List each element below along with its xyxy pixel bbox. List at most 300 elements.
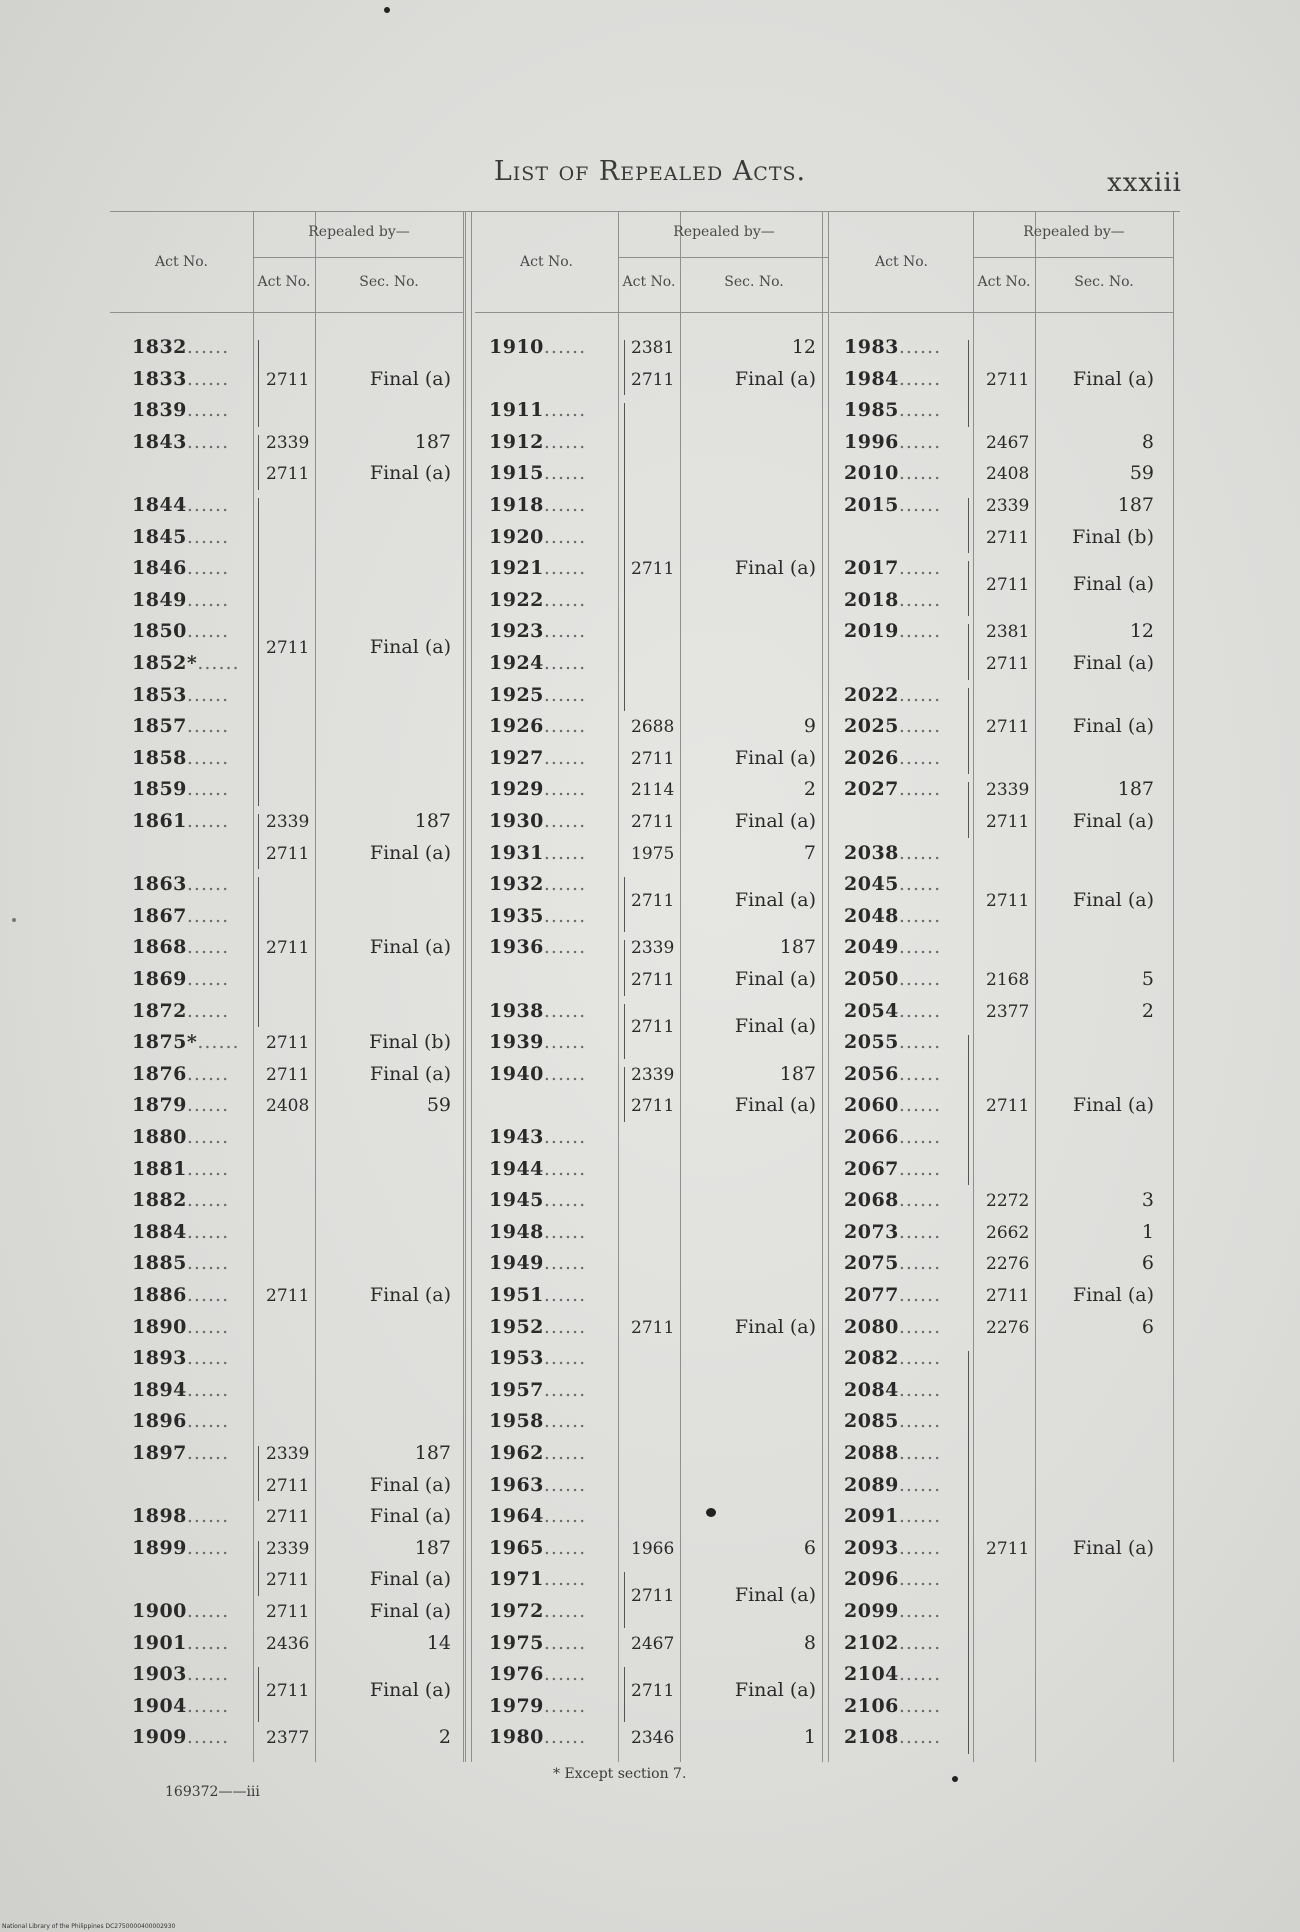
leader-dots: ...... bbox=[186, 810, 230, 832]
section-no: 8 bbox=[1141, 430, 1154, 453]
act-number-value: 2099 bbox=[844, 1600, 899, 1622]
repealing-act-no: 2339 bbox=[986, 780, 1030, 801]
leader-dots: ...... bbox=[898, 968, 942, 990]
leader-dots: ...... bbox=[186, 399, 230, 422]
act-number bbox=[844, 1158, 941, 1180]
ink-spot bbox=[12, 918, 16, 922]
section-no: Final (a) bbox=[1072, 367, 1154, 390]
act-number-value: 1882 bbox=[132, 1189, 187, 1212]
act-number-value: 1962 bbox=[489, 1442, 544, 1464]
act-number-value: 1940 bbox=[489, 1062, 544, 1085]
table-block-1 bbox=[110, 212, 465, 1762]
section-no: Final (a) bbox=[369, 1505, 451, 1528]
act-number-value: 2026 bbox=[844, 746, 899, 769]
act-number-value: 1985 bbox=[844, 399, 899, 422]
grouping-brace bbox=[258, 814, 259, 869]
leader-dots: ...... bbox=[543, 1568, 587, 1591]
act-number bbox=[132, 905, 229, 927]
repealing-act-no: 2711 bbox=[631, 812, 675, 832]
leader-dots: ...... bbox=[197, 652, 240, 674]
leader-dots: ...... bbox=[898, 1505, 942, 1528]
grouping-brace bbox=[968, 561, 969, 616]
act-number-value: 2010 bbox=[844, 462, 899, 485]
leader-dots: ...... bbox=[186, 494, 230, 516]
act-number bbox=[844, 905, 941, 927]
act-number-value: 1963 bbox=[489, 1473, 544, 1496]
act-number bbox=[132, 1347, 229, 1369]
act-number-value: 1879 bbox=[132, 1094, 187, 1117]
act-number-value: 2017 bbox=[844, 557, 899, 580]
act-number bbox=[132, 1410, 229, 1432]
act-number-value: 1930 bbox=[489, 810, 544, 832]
repealing-act-no: 2711 bbox=[631, 1017, 675, 1038]
act-number-value: 1876 bbox=[132, 1062, 187, 1085]
leader-dots: ...... bbox=[186, 936, 230, 959]
repealing-act-no: 2711 bbox=[986, 891, 1030, 911]
act-number bbox=[844, 1695, 941, 1717]
act-number bbox=[844, 873, 941, 895]
leader-dots: ...... bbox=[543, 873, 587, 896]
repealing-act-no: 2339 bbox=[266, 812, 310, 832]
leader-dots: ...... bbox=[543, 652, 587, 674]
section-no: Final (a) bbox=[734, 1015, 816, 1038]
leader-dots: ...... bbox=[543, 1410, 587, 1433]
leader-dots: ...... bbox=[898, 1536, 942, 1559]
section-no: Final (a) bbox=[369, 1568, 451, 1591]
act-number-value: 2073 bbox=[844, 1220, 899, 1243]
act-number-value: 1922 bbox=[489, 588, 544, 611]
act-number bbox=[844, 1410, 941, 1432]
act-number-value: 2082 bbox=[844, 1347, 899, 1370]
act-number bbox=[489, 1442, 586, 1464]
act-number-value: 2018 bbox=[844, 588, 899, 611]
act-number bbox=[132, 810, 229, 832]
leader-dots: ...... bbox=[898, 494, 942, 516]
act-number-value: 1918 bbox=[489, 494, 544, 516]
repealing-act-no: 2408 bbox=[986, 464, 1030, 485]
header-subline bbox=[253, 257, 463, 258]
leader-dots: ...... bbox=[543, 1600, 587, 1622]
leader-dots: ...... bbox=[186, 873, 230, 896]
act-number-value: 2108 bbox=[844, 1726, 899, 1749]
act-number bbox=[132, 1063, 229, 1085]
leader-dots: ...... bbox=[898, 936, 942, 959]
repealing-act-no: 2711 bbox=[266, 369, 310, 390]
section-no: Final (a) bbox=[734, 1094, 816, 1117]
section-no: 7 bbox=[803, 841, 816, 864]
repealing-act-no: 2381 bbox=[631, 338, 675, 358]
section-no: Final (a) bbox=[1072, 1536, 1154, 1559]
act-number bbox=[132, 1221, 229, 1243]
section-no: 187 bbox=[414, 1442, 451, 1464]
repealing-act-no: 2114 bbox=[631, 780, 675, 801]
act-number bbox=[844, 336, 941, 358]
leader-dots: ...... bbox=[543, 746, 587, 769]
act-number bbox=[489, 1316, 586, 1338]
grouping-brace bbox=[258, 1541, 259, 1596]
repealing-act-no: 2711 bbox=[631, 1586, 675, 1607]
act-number bbox=[132, 1126, 229, 1148]
act-number bbox=[132, 1252, 229, 1274]
act-number bbox=[132, 1031, 240, 1053]
section-no: Final (a) bbox=[369, 1600, 451, 1622]
leader-dots: ...... bbox=[898, 1378, 942, 1401]
act-number bbox=[489, 399, 586, 421]
act-number bbox=[489, 1347, 586, 1369]
act-number-value: 1872 bbox=[132, 999, 187, 1022]
leader-dots: ...... bbox=[898, 336, 942, 358]
section-no: Final (a) bbox=[1072, 889, 1154, 911]
leader-dots: ...... bbox=[543, 1726, 587, 1749]
header-rule bbox=[110, 312, 463, 313]
act-number-value: 1899 bbox=[132, 1536, 187, 1559]
act-number bbox=[844, 1379, 941, 1401]
act-number bbox=[489, 1505, 586, 1527]
act-number-value: 1925 bbox=[489, 683, 544, 706]
leader-dots: ...... bbox=[898, 1094, 942, 1117]
act-number bbox=[489, 1221, 586, 1243]
act-number bbox=[844, 1031, 941, 1053]
act-number bbox=[844, 1505, 941, 1527]
leader-dots: ...... bbox=[186, 746, 230, 769]
act-number-value: 2091 bbox=[844, 1505, 899, 1528]
act-number bbox=[489, 1126, 586, 1148]
leader-dots: ...... bbox=[898, 1410, 942, 1433]
act-number-value: 1853 bbox=[132, 683, 187, 706]
repealing-act-no: 2711 bbox=[631, 559, 675, 580]
leader-dots: ...... bbox=[186, 683, 230, 706]
act-number-value: 1953 bbox=[489, 1347, 544, 1370]
act-number bbox=[844, 1632, 941, 1654]
act-number bbox=[132, 778, 229, 800]
act-number-value: 1979 bbox=[489, 1694, 544, 1717]
act-number-value: 2048 bbox=[844, 904, 899, 927]
leader-dots: ...... bbox=[186, 904, 230, 927]
repealing-act-no: 2436 bbox=[266, 1633, 310, 1654]
leader-dots: ...... bbox=[898, 557, 942, 580]
repealing-act-no: 2339 bbox=[631, 938, 675, 959]
leader-dots: ...... bbox=[543, 1157, 587, 1180]
act-number-value: 2056 bbox=[844, 1062, 899, 1085]
act-number-value: 1893 bbox=[132, 1347, 187, 1370]
act-number bbox=[489, 526, 586, 548]
act-number-value: 1927 bbox=[489, 746, 544, 769]
header-rule bbox=[830, 312, 1173, 313]
act-number bbox=[132, 1726, 229, 1748]
act-number bbox=[132, 684, 229, 706]
act-number bbox=[132, 1537, 229, 1559]
act-number bbox=[132, 715, 229, 737]
repealing-act-no: 2711 bbox=[631, 748, 675, 769]
grouping-brace bbox=[258, 1667, 259, 1722]
repealing-act-no: 2711 bbox=[986, 527, 1030, 548]
act-number bbox=[844, 1316, 941, 1338]
section-no: 2 bbox=[438, 1726, 451, 1749]
section-no: 2 bbox=[1141, 999, 1154, 1022]
act-number-value: 2096 bbox=[844, 1568, 899, 1591]
leader-dots: ...... bbox=[186, 1094, 230, 1117]
section-no: Final (a) bbox=[734, 810, 816, 832]
section-no: Final (a) bbox=[734, 889, 816, 911]
section-no: 12 bbox=[1129, 620, 1154, 643]
leader-dots: ...... bbox=[543, 1062, 587, 1085]
act-number bbox=[844, 1347, 941, 1369]
leader-dots: ...... bbox=[543, 1505, 587, 1528]
act-number-value: 1931 bbox=[489, 841, 544, 864]
act-number-value: 1976 bbox=[489, 1663, 544, 1686]
act-number-value: 1996 bbox=[844, 430, 899, 453]
repealing-act-no: 2711 bbox=[631, 970, 675, 990]
leader-dots: ...... bbox=[186, 999, 230, 1022]
act-number-value: 2080 bbox=[844, 1315, 899, 1338]
repealing-act-no: 2711 bbox=[986, 575, 1030, 595]
act-number bbox=[132, 1189, 229, 1211]
leader-dots: ...... bbox=[898, 1347, 942, 1370]
leader-dots: ...... bbox=[543, 715, 587, 738]
act-number-value: 1900 bbox=[132, 1600, 187, 1622]
section-no: Final (a) bbox=[734, 367, 816, 390]
grouping-brace bbox=[968, 782, 969, 837]
repealing-act-no: 2272 bbox=[986, 1191, 1030, 1212]
act-number-value: 1943 bbox=[489, 1126, 544, 1148]
leader-dots: ...... bbox=[186, 1284, 230, 1306]
act-number bbox=[489, 1474, 586, 1496]
leader-dots: ...... bbox=[898, 1126, 942, 1148]
section-no: 187 bbox=[414, 430, 451, 453]
grouping-brace bbox=[258, 877, 259, 1027]
act-number bbox=[132, 1094, 229, 1116]
header-act-no: Act No. bbox=[520, 254, 573, 270]
act-number bbox=[132, 1000, 229, 1022]
act-number-value: 1903 bbox=[132, 1663, 187, 1686]
leader-dots: ...... bbox=[186, 336, 230, 358]
section-no: 2 bbox=[803, 778, 816, 801]
leader-dots: ...... bbox=[543, 1126, 587, 1148]
act-number bbox=[489, 1063, 586, 1085]
repealing-act-no: 2381 bbox=[986, 622, 1030, 643]
header-subline bbox=[973, 257, 1173, 258]
leader-dots: ...... bbox=[186, 1726, 230, 1749]
act-number bbox=[844, 431, 941, 453]
scan-stamp: National Library of the Philippines DC2750000400002930 bbox=[2, 1923, 176, 1930]
act-number bbox=[132, 431, 229, 453]
leader-dots: ...... bbox=[898, 462, 942, 485]
act-number-value: 1921 bbox=[489, 557, 544, 580]
section-no: 59 bbox=[1129, 462, 1154, 485]
act-number-value: 1909 bbox=[132, 1726, 187, 1749]
act-number bbox=[844, 747, 941, 769]
leader-dots: ...... bbox=[186, 968, 230, 990]
act-number-value: 1912 bbox=[489, 430, 544, 453]
section-no: Final (a) bbox=[369, 936, 451, 959]
leader-dots: ...... bbox=[898, 367, 942, 390]
repealing-act-no: 2662 bbox=[986, 1222, 1030, 1243]
repealing-act-no: 2711 bbox=[266, 1602, 310, 1622]
leader-dots: ...... bbox=[543, 1252, 587, 1275]
repealing-act-no: 2711 bbox=[266, 843, 310, 864]
act-number bbox=[489, 1379, 586, 1401]
section-no: Final (a) bbox=[1072, 573, 1154, 595]
section-no: Final (a) bbox=[369, 462, 451, 485]
act-number-value: 1884 bbox=[132, 1220, 187, 1243]
section-no: Final (a) bbox=[1072, 715, 1154, 738]
repealing-act-no: 2711 bbox=[266, 1681, 310, 1701]
column-divider bbox=[253, 212, 254, 1762]
section-no: Final (a) bbox=[734, 1584, 816, 1607]
header-repealed-by: Repealed by— bbox=[308, 224, 410, 240]
act-number bbox=[844, 715, 941, 737]
leader-dots: ...... bbox=[186, 430, 230, 453]
act-number bbox=[489, 684, 586, 706]
act-number-value: 1894 bbox=[132, 1378, 187, 1401]
act-number-value: 1915 bbox=[489, 462, 544, 485]
act-number bbox=[489, 1568, 586, 1590]
section-no: Final (a) bbox=[1072, 652, 1154, 674]
repealing-act-no: 1966 bbox=[631, 1538, 675, 1559]
repealing-act-no: 2276 bbox=[986, 1254, 1030, 1275]
act-number-value: 1861 bbox=[132, 810, 187, 832]
act-number-value: 1983 bbox=[844, 336, 899, 358]
table-block-2 bbox=[475, 212, 830, 1762]
act-number-value: 2068 bbox=[844, 1189, 899, 1212]
act-number bbox=[489, 1189, 586, 1211]
repealing-act-no: 2711 bbox=[631, 1681, 675, 1701]
header-sec-no: Sec. No. bbox=[1074, 274, 1134, 290]
section-no: 1 bbox=[803, 1726, 816, 1749]
repealing-act-no: 2346 bbox=[631, 1728, 675, 1749]
leader-dots: ...... bbox=[543, 1189, 587, 1212]
act-number bbox=[489, 462, 586, 484]
leader-dots: ...... bbox=[186, 715, 230, 738]
repealing-act-no: 2467 bbox=[986, 432, 1030, 453]
repealing-act-no: 2711 bbox=[266, 938, 310, 959]
leader-dots: ...... bbox=[186, 1505, 230, 1528]
act-number bbox=[132, 1316, 229, 1338]
repealing-act-no: 2711 bbox=[266, 1064, 310, 1085]
repealing-act-no: 2711 bbox=[986, 1286, 1030, 1306]
act-number bbox=[489, 557, 586, 579]
leader-dots: ...... bbox=[898, 999, 942, 1022]
leader-dots: ...... bbox=[898, 1631, 942, 1654]
section-no: Final (a) bbox=[734, 746, 816, 769]
grouping-brace bbox=[968, 1351, 969, 1754]
act-number bbox=[489, 336, 586, 358]
repealing-act-no: 2711 bbox=[986, 369, 1030, 390]
column-divider bbox=[828, 212, 829, 1762]
leader-dots: ...... bbox=[543, 904, 587, 927]
leader-dots: ...... bbox=[186, 1157, 230, 1180]
grouping-brace bbox=[624, 877, 625, 932]
section-no: 5 bbox=[1141, 968, 1154, 990]
repealing-act-no: 2339 bbox=[631, 1064, 675, 1085]
leader-dots: ...... bbox=[898, 1189, 942, 1212]
leader-dots: ...... bbox=[543, 336, 587, 358]
act-number bbox=[489, 842, 586, 864]
column-divider bbox=[463, 212, 464, 1762]
act-number-value: 1975 bbox=[489, 1631, 544, 1654]
act-number bbox=[489, 494, 586, 516]
section-no: Final (a) bbox=[369, 636, 451, 659]
repealing-act-no: 1975 bbox=[631, 843, 675, 864]
page-title: List of Repealed Acts. bbox=[493, 156, 807, 187]
act-number bbox=[489, 1158, 586, 1180]
leader-dots: ...... bbox=[898, 620, 942, 643]
repealing-act-no: 2711 bbox=[986, 1096, 1030, 1117]
act-number-value: 1938 bbox=[489, 999, 544, 1022]
act-number-value: 2104 bbox=[844, 1663, 899, 1686]
act-number-value: 1839 bbox=[132, 399, 187, 422]
act-number-value: 1952 bbox=[489, 1315, 544, 1338]
repealing-act-no: 2711 bbox=[986, 654, 1030, 674]
repealing-act-no: 2711 bbox=[631, 891, 675, 911]
act-number bbox=[844, 1474, 941, 1496]
leader-dots: ...... bbox=[543, 494, 587, 516]
act-number bbox=[489, 936, 586, 958]
leader-dots: ...... bbox=[543, 936, 587, 959]
leader-dots: ...... bbox=[543, 525, 587, 548]
act-number-value: 1885 bbox=[132, 1252, 187, 1275]
act-number bbox=[132, 1663, 229, 1685]
leader-dots: ...... bbox=[898, 1220, 942, 1243]
act-number-value: 2022 bbox=[844, 683, 899, 706]
section-no: Final (a) bbox=[1072, 1094, 1154, 1117]
act-number bbox=[844, 589, 941, 611]
act-number bbox=[844, 399, 941, 421]
repealing-act-no: 2711 bbox=[986, 1538, 1030, 1559]
act-number bbox=[132, 1632, 229, 1654]
act-number bbox=[132, 557, 229, 579]
act-number-value: 1859 bbox=[132, 778, 187, 801]
act-number-value: 2060 bbox=[844, 1094, 899, 1117]
section-no: 9 bbox=[803, 715, 816, 738]
act-number-value: 2015 bbox=[844, 494, 899, 516]
act-number-value: 1971 bbox=[489, 1568, 544, 1591]
act-number-value: 1850 bbox=[132, 620, 187, 643]
column-divider bbox=[1035, 212, 1036, 1762]
leader-dots: ...... bbox=[898, 715, 942, 738]
leader-dots: ...... bbox=[898, 746, 942, 769]
grouping-brace bbox=[624, 1667, 625, 1722]
act-number-value: 1833 bbox=[132, 367, 187, 390]
leader-dots: ...... bbox=[186, 525, 230, 548]
leader-dots: ...... bbox=[543, 1378, 587, 1401]
footnote: * Except section 7. bbox=[553, 1766, 687, 1782]
act-number-value: 1863 bbox=[132, 873, 187, 896]
act-number-value: 1898 bbox=[132, 1505, 187, 1528]
act-number-value: 1904 bbox=[132, 1694, 187, 1717]
leader-dots: ...... bbox=[543, 620, 587, 643]
repealing-act-no: 2467 bbox=[631, 1633, 675, 1654]
act-number-value: 1849 bbox=[132, 588, 187, 611]
header-subline bbox=[618, 257, 828, 258]
leader-dots: ...... bbox=[543, 430, 587, 453]
act-number bbox=[132, 1379, 229, 1401]
act-number-value: 2038 bbox=[844, 841, 899, 864]
grouping-brace bbox=[624, 340, 625, 395]
section-no: 6 bbox=[803, 1536, 816, 1559]
act-number bbox=[489, 1031, 586, 1053]
leader-dots: ...... bbox=[543, 841, 587, 864]
section-no: 59 bbox=[426, 1094, 451, 1117]
act-number-value: 2093 bbox=[844, 1536, 899, 1559]
act-number bbox=[844, 1063, 941, 1085]
act-number bbox=[844, 842, 941, 864]
act-number-value: 1945 bbox=[489, 1189, 544, 1212]
act-number bbox=[489, 873, 586, 895]
leader-dots: ...... bbox=[543, 1220, 587, 1243]
section-no: 187 bbox=[1117, 494, 1154, 516]
leader-dots: ...... bbox=[898, 399, 942, 422]
